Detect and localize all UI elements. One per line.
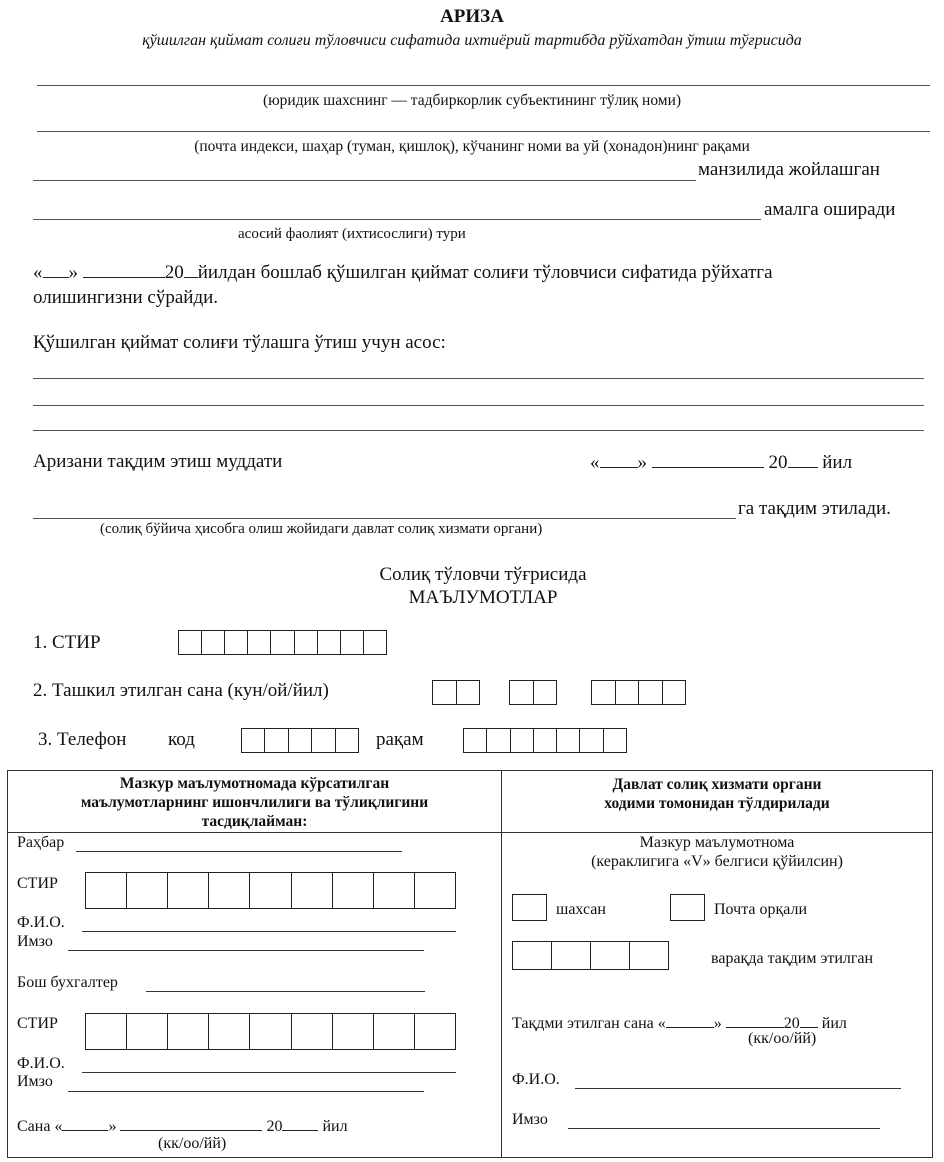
phone-code-cell[interactable] — [312, 729, 335, 752]
stir-cell[interactable] — [209, 873, 250, 908]
taxpayer-heading-1: Солиқ тўловчи тўғрисида — [379, 564, 587, 585]
phone-number-label: рақам — [376, 729, 424, 750]
phone-number-cell[interactable] — [580, 729, 603, 752]
pages-count-input[interactable] — [512, 941, 669, 970]
stir-cell[interactable] — [364, 631, 386, 654]
table-header-divider — [8, 832, 932, 833]
stir-cell[interactable] — [209, 1014, 250, 1049]
pages-cell[interactable] — [591, 942, 630, 969]
right-header-line-2: ходими томонидан тўлдирилади — [604, 795, 830, 812]
left-date-year-prefix: 20 — [266, 1118, 283, 1135]
stir-cell[interactable] — [295, 631, 318, 654]
left-header-line-1: Мазкур маълумотномада кўрсатилган — [119, 775, 390, 792]
left-header — [8, 774, 501, 831]
date-month-input[interactable] — [509, 680, 557, 705]
address-continuation-field[interactable] — [33, 180, 696, 181]
address-field[interactable] — [37, 131, 930, 132]
stir-cell[interactable] — [271, 631, 294, 654]
stir-label: 1. СТИР — [33, 632, 101, 653]
submitted-date-month-field[interactable] — [726, 1011, 784, 1028]
date-cell[interactable] — [510, 681, 534, 704]
pages-cell[interactable] — [630, 942, 668, 969]
accountant-fio-field[interactable] — [82, 1072, 456, 1073]
date-year-input[interactable] — [591, 680, 686, 705]
right-info-line-1: Мазкур маълумотнома — [639, 834, 795, 851]
stir-cell[interactable] — [341, 631, 364, 654]
in-person-checkbox[interactable] — [512, 894, 547, 921]
left-date-row — [17, 1114, 348, 1136]
phone-code-input[interactable] — [241, 728, 359, 753]
left-date-close-quote: » — [108, 1118, 117, 1135]
stir-cell[interactable] — [250, 873, 291, 908]
by-mail-checkbox[interactable] — [670, 894, 705, 921]
deadline-year-suffix: йил — [822, 452, 853, 473]
director-label: Раҳбар — [17, 834, 65, 851]
director-fio-field[interactable] — [82, 931, 456, 932]
stir-cell[interactable] — [318, 631, 341, 654]
deadline-open-quote: « — [590, 452, 600, 473]
deadline-day-field[interactable] — [600, 451, 638, 468]
left-date-year-field[interactable] — [282, 1114, 318, 1131]
stir-cell[interactable] — [292, 1014, 333, 1049]
right-fio-field[interactable] — [575, 1088, 901, 1089]
date-cell[interactable] — [534, 681, 557, 704]
left-date-day-field[interactable] — [62, 1114, 108, 1131]
pages-cell[interactable] — [552, 942, 591, 969]
date-cell[interactable] — [433, 681, 457, 704]
request-day-field[interactable] — [43, 261, 69, 278]
entity-name-field[interactable] — [37, 85, 930, 86]
request-text-2: олишингизни сўрайди. — [33, 287, 219, 308]
basis-line-2[interactable] — [33, 405, 924, 406]
phone-code-cell[interactable] — [336, 729, 358, 752]
submitted-date-day-field[interactable] — [666, 1011, 714, 1028]
stir-input[interactable] — [178, 630, 387, 655]
stir-cell[interactable] — [374, 873, 415, 908]
pages-cell[interactable] — [513, 942, 552, 969]
by-mail-label: Почта орқали — [714, 901, 808, 918]
stir-cell[interactable] — [127, 873, 168, 908]
date-cell[interactable] — [592, 681, 616, 704]
accountant-stir-label: СТИР — [17, 1015, 58, 1032]
document-subtitle: қўшилган қиймат солиғи тўловчиси сифатида ихтиёрий тартибда рўйхатдан ўтиш тўғрисида — [142, 32, 802, 49]
table-column-divider — [501, 771, 502, 1157]
deadline-month-field[interactable] — [652, 451, 764, 468]
stir-cell[interactable] — [202, 631, 225, 654]
accountant-fio-label: Ф.И.О. — [17, 1055, 65, 1072]
date-cell[interactable] — [639, 681, 663, 704]
director-signature-label: Имзо — [17, 933, 53, 950]
right-fio-label: Ф.И.О. — [512, 1071, 560, 1088]
basis-label: Қўшилган қиймат солиғи тўлашга ўтиш учун асос: — [33, 332, 446, 353]
right-signature-label: Имзо — [512, 1111, 548, 1128]
left-header-line-3: тасдиқлайман: — [201, 813, 308, 830]
activity-suffix: амалга оширади — [764, 199, 896, 220]
basis-line-1[interactable] — [33, 378, 924, 379]
submitted-date-label: Тақдми этилган сана « — [512, 1015, 666, 1032]
request-year-field[interactable] — [184, 261, 198, 278]
stir-cell[interactable] — [225, 631, 248, 654]
right-header — [502, 775, 932, 813]
request-year-prefix: 20 — [164, 262, 184, 283]
activity-caption: асосий фаолият (ихтисослиги) тури — [238, 226, 466, 242]
director-signature-field[interactable] — [68, 950, 424, 951]
deadline-label: Аризани тақдим этиш муддати — [33, 451, 283, 472]
submitted-date-close-quote: » — [713, 1015, 722, 1032]
in-person-label: шахсан — [556, 901, 606, 918]
phone-code-label: код — [168, 729, 195, 750]
left-date-month-field[interactable] — [120, 1114, 262, 1131]
phone-code-cell[interactable] — [265, 729, 288, 752]
stir-cell[interactable] — [333, 1014, 374, 1049]
right-signature-field[interactable] — [568, 1128, 880, 1129]
left-header-line-2: маълумотларнинг ишончлилиги ва тўлиқлигини — [80, 794, 429, 811]
request-line-1 — [33, 261, 773, 284]
entity-name-caption: (юридик шахснинг — тадбиркорлик субъектининг тўлиқ номи) — [262, 92, 682, 109]
date-cell[interactable] — [457, 681, 480, 704]
establishment-date-label: 2. Ташкил этилган сана (кун/ой/йил) — [33, 680, 329, 701]
phone-number-cell[interactable] — [557, 729, 580, 752]
stir-cell[interactable] — [415, 873, 455, 908]
request-close-quote: » — [68, 262, 78, 283]
phone-code-cell[interactable] — [242, 729, 265, 752]
activity-field[interactable] — [33, 219, 761, 220]
phone-number-input[interactable] — [463, 728, 627, 753]
confirmation-table — [7, 770, 933, 1158]
submitted-to-suffix: га тақдим этилади. — [738, 498, 891, 519]
deadline-date — [590, 451, 852, 474]
stir-cell[interactable] — [168, 1014, 209, 1049]
director-stir-label: СТИР — [17, 875, 58, 892]
submitted-date-year-suffix: йил — [821, 1015, 847, 1032]
taxpayer-heading-2: МАЪЛУМОТЛАР — [408, 587, 558, 608]
director-fio-label: Ф.И.О. — [17, 914, 65, 931]
stir-cell[interactable] — [168, 873, 209, 908]
right-header-line-1: Давлат солиқ хизмати органи — [612, 776, 822, 793]
phone-number-cell[interactable] — [487, 729, 510, 752]
submitted-date-format: (кк/оо/йй) — [748, 1030, 817, 1047]
phone-label: 3. Телефон — [38, 729, 127, 750]
submitted-date-year-field[interactable] — [800, 1011, 818, 1028]
stir-cell[interactable] — [86, 1014, 127, 1049]
stir-cell[interactable] — [250, 1014, 291, 1049]
document-title: АРИЗА — [440, 6, 504, 27]
stir-cell[interactable] — [179, 631, 202, 654]
deadline-year-field[interactable] — [788, 451, 818, 468]
stir-cell[interactable] — [248, 631, 271, 654]
submitted-to-caption: (солиқ бўйича ҳисобга олиш жойидаги давлат солиқ хизмати органи) — [100, 521, 543, 537]
deadline-close-quote: » — [637, 452, 647, 473]
stir-cell[interactable] — [127, 1014, 168, 1049]
phone-number-cell[interactable] — [534, 729, 557, 752]
request-month-field[interactable] — [83, 261, 165, 278]
left-date-format: (кк/оо/йй) — [158, 1135, 227, 1152]
accountant-signature-field[interactable] — [68, 1091, 424, 1092]
stir-cell[interactable] — [333, 873, 374, 908]
date-cell[interactable] — [616, 681, 640, 704]
request-open-quote: « — [33, 262, 43, 283]
stir-cell[interactable] — [292, 873, 333, 908]
director-name-field[interactable] — [76, 851, 402, 852]
phone-number-cell[interactable] — [511, 729, 534, 752]
date-day-input[interactable] — [432, 680, 480, 705]
pages-label: варақда тақдим этилган — [711, 950, 874, 967]
basis-line-3[interactable] — [33, 430, 924, 431]
address-caption: (почта индекси, шаҳар (туман, қишлоқ), кўчанинг номи ва уй (хонадон)нинг рақами — [194, 138, 750, 155]
tax-authority-field[interactable] — [33, 518, 736, 519]
date-cell[interactable] — [663, 681, 686, 704]
stir-cell[interactable] — [86, 873, 127, 908]
accountant-name-field[interactable] — [146, 991, 425, 992]
stir-cell[interactable] — [415, 1014, 455, 1049]
right-info-line-2: (кераклигига «V» белгиси қўйилсин) — [591, 853, 843, 870]
submitted-date-year-prefix: 20 — [783, 1015, 800, 1032]
left-date-year-suffix: йил — [322, 1118, 348, 1135]
address-suffix: манзилида жойлашган — [698, 159, 880, 180]
accountant-stir-input[interactable] — [85, 1013, 456, 1050]
accountant-label: Бош бухгалтер — [17, 974, 118, 991]
request-text-1: йилдан бошлаб қўшилган қиймат солиғи тўловчиси сифатида рўйхатга — [197, 262, 773, 283]
director-stir-input[interactable] — [85, 872, 456, 909]
left-date-label: Сана « — [17, 1118, 63, 1135]
accountant-signature-label: Имзо — [17, 1073, 53, 1090]
phone-code-cell[interactable] — [289, 729, 312, 752]
deadline-year-prefix: 20 — [768, 452, 788, 473]
phone-number-cell[interactable] — [604, 729, 626, 752]
stir-cell[interactable] — [374, 1014, 415, 1049]
phone-number-cell[interactable] — [464, 729, 487, 752]
